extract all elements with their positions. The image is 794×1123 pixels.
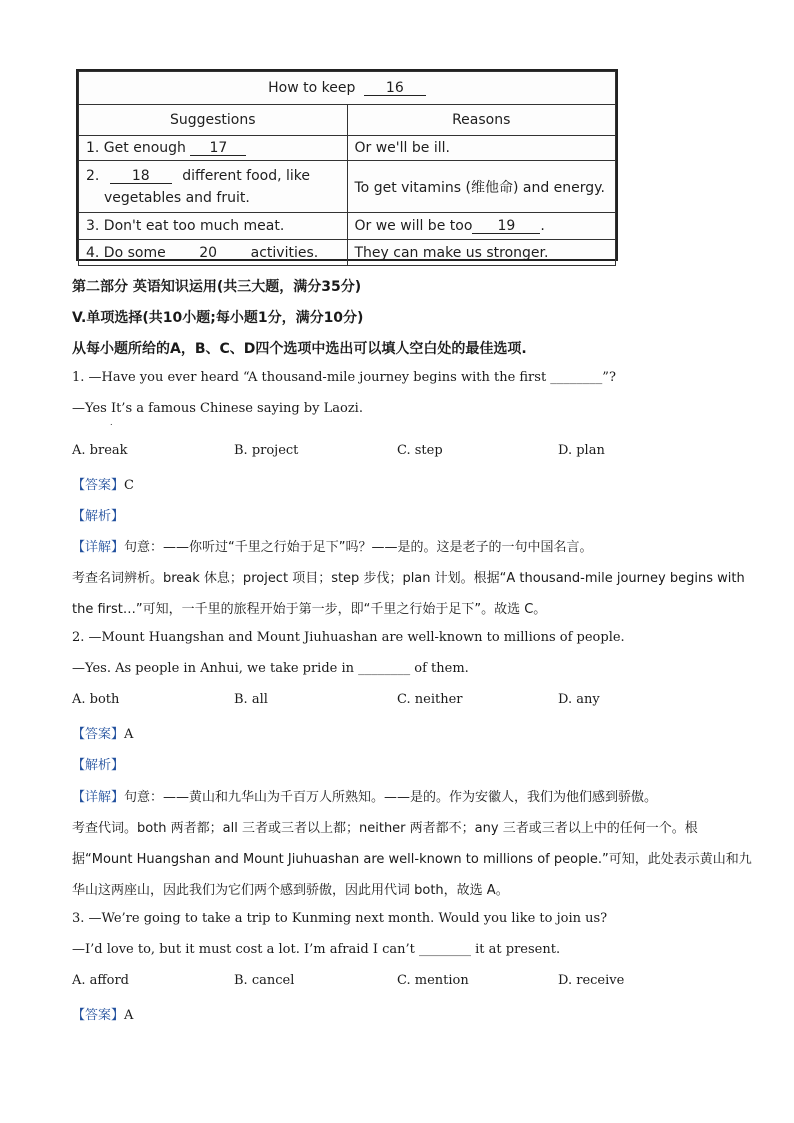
blank-19: 19 bbox=[472, 219, 540, 234]
q3-answer: 【答案】A bbox=[72, 1008, 134, 1023]
q2-line1: 2. —Mount Huangshan and Mount Jiuhuashan are well-known to millions of people. bbox=[72, 630, 625, 645]
q1-option-a: A. break bbox=[72, 443, 128, 458]
q1-line1: 1. —Have you ever heard “A thousand-mile journey begins with the first ________”? bbox=[72, 370, 616, 385]
instruction: 从每小题所给的A，B、C、D四个选项中选出可以填人空白处的最佳选项. bbox=[72, 341, 527, 357]
table-row: 1. Get enough 17 Or we'll be ill. bbox=[79, 136, 616, 161]
q1-explanation-2: the first…”可知，一千里的旅程开始于第一步，即“千里之行始于足下”。故选 C。 bbox=[72, 602, 547, 617]
q1-answer: 【答案】C bbox=[72, 478, 134, 493]
table-row: 3. Don't eat too much meat. Or we will be too 19 . bbox=[79, 213, 616, 240]
q2-line2: —Yes. As people in Anhui, we take pride in ________ of them. bbox=[72, 661, 469, 676]
q1-line2: —Yes It’s a famous Chinese saying by Laozi. bbox=[72, 401, 363, 416]
q1-option-b: B. project bbox=[234, 443, 299, 458]
section-heading: V.单项选择(共10小题;每小题1分，满分10分) bbox=[72, 310, 364, 326]
q1-option-d: D. plan bbox=[558, 443, 605, 458]
q3-option-b: B. cancel bbox=[234, 973, 295, 988]
q2-option-b: B. all bbox=[234, 692, 268, 707]
q2-option-d: D. any bbox=[558, 692, 600, 707]
q3-line2: —I’d love to, but it must cost a lot. I’m afraid I can’t ________ it at present. bbox=[72, 942, 561, 957]
q3-option-c: C. mention bbox=[397, 973, 469, 988]
blank-18: 18 bbox=[110, 169, 172, 184]
q1-explanation-1: 考查名词辨析。break 休息；project 项目；step 步伐；plan 计划。根据“A thousand-mile journey begins with bbox=[72, 571, 745, 586]
how-to-keep-table bbox=[78, 71, 616, 266]
stray-dot: . bbox=[110, 418, 113, 427]
blank-20: 20 bbox=[176, 246, 240, 261]
q1-detail: 【详解】句意：——你听过“千里之行始于足下”吗？——是的。这是老子的一句中国名言。 bbox=[72, 540, 593, 555]
header-suggestions: Suggestions bbox=[79, 105, 348, 136]
q2-answer: 【答案】A bbox=[72, 727, 134, 742]
table-row: 4. Do some 20 activities. They can make us stronger. bbox=[79, 240, 616, 266]
scanned-table bbox=[76, 69, 618, 261]
q3-option-d: D. receive bbox=[558, 973, 625, 988]
q3-line1: 3. —We’re going to take a trip to Kunming next month. Would you like to join us? bbox=[72, 911, 608, 926]
q2-option-a: A. both bbox=[72, 692, 120, 707]
q1-analysis-label: 【解析】 bbox=[72, 509, 125, 524]
blank-16: 16 bbox=[364, 81, 426, 96]
table-row: 2. 18 different food, like vegetables and fruit. To get vitamins (维他命) and energy. bbox=[79, 161, 616, 213]
q2-explanation-1: 考查代词。both 两者都；all 三者或三者以上都；neither 两者都不；any 三者或三者以上中的任何一个。根 bbox=[72, 821, 698, 836]
part-heading: 第二部分 英语知识运用(共三大题，满分35分) bbox=[72, 279, 362, 295]
q2-explanation-2: 据“Mount Huangshan and Mount Jiuhuashan are well-known to millions of people.”可知，此处表示黄山和九 bbox=[72, 852, 752, 867]
q2-option-c: C. neither bbox=[397, 692, 463, 707]
q3-option-a: A. afford bbox=[72, 973, 130, 988]
header-reasons: Reasons bbox=[347, 105, 616, 136]
blank-17: 17 bbox=[190, 141, 246, 156]
q2-analysis-label: 【解析】 bbox=[72, 758, 125, 773]
table-title: How to keep 16 bbox=[79, 72, 616, 105]
q2-explanation-3: 华山这两座山，因此我们为它们两个感到骄傲，因此用代词 both，故选 A。 bbox=[72, 883, 509, 898]
q1-option-c: C. step bbox=[397, 443, 443, 458]
q2-detail: 【详解】句意：——黄山和九华山为千百万人所熟知。——是的。作为安徽人，我们为他们感到骄傲。 bbox=[72, 790, 658, 805]
